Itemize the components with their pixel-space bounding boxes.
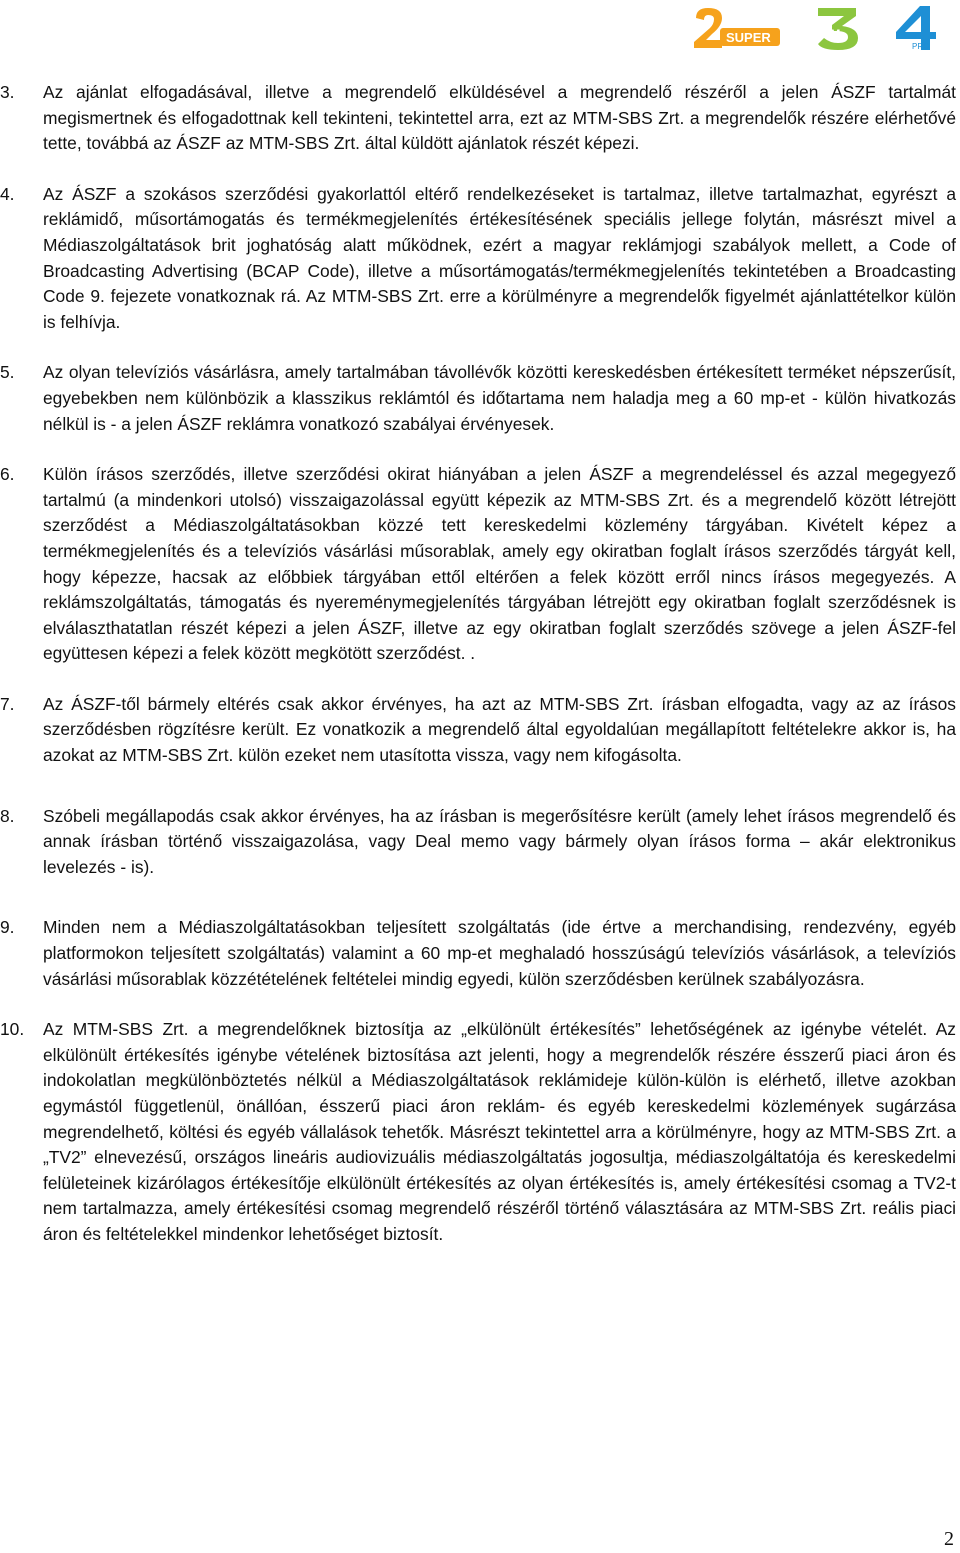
clause-text: Az ajánlat elfogadásával, illetve a megrendelő elküldésével a megrendelő részéről a jelen ÁSZF tartalmát megismertnek és elfogadottnak kell tekinteni, tekintettel arra, ezt az MTM-SBS Zrt. a megrendelők részére elérhetővé tette, továbbá az ÁSZF az MTM-SBS Zrt. által küldött ajánlatok részét képezi. bbox=[43, 82, 956, 154]
super2-logo bbox=[692, 4, 784, 52]
clause-3 bbox=[0, 80, 960, 157]
clause-number: 6. bbox=[0, 464, 15, 485]
clause-number: 9. bbox=[0, 917, 15, 938]
page-number: 2 bbox=[944, 1528, 954, 1550]
clause-text: Az MTM-SBS Zrt. a megrendelőknek biztosítja az „elkülönült értékesítés” lehetőségének az igénybe vételét. Az elkülönült értékesítés igénybe vételének biztosítása azt jelenti, hogy a megrendelők részére ésszerű piaci áron és indokolatlan megkülönböztetés nélkül a Médiaszolgáltatások reklámideje külön-külön is elérhető, illetve azokban egymástól függetlenül, önállóan, ésszerű piaci áron reklám- és egyéb kereskedelmi közlemények sugárzása megrendelhető, költési és egyéb vállalások tehetők. Másrészt tekintettel arra a körülményre, hogy az MTM-SBS Zrt. a „TV2” elnevezésű, országos lineáris audiovizuális médiaszolgáltatás jogosultja, médiaszolgáltatója és kereskedelmi felületeinek kizárólagos értékesítője elkülönült értékesítés az olyan értékesítés is, amely értékesítési csomag a TV2-t nem tartalmazza, amely értékesítési csomag megrendelő részéről történő választására az MTM-SBS Zrt. reális piaci áron és feltételekkel mindenkor lehetőséget biztosít. bbox=[43, 1019, 956, 1244]
clause-text: Szóbeli megállapodás csak akkor érvényes, ha az írásban is megerősítésre került (amely lehet írásos megrendelő és annak írásban történő visszaigazolása, vagy Deal memo vagy bármely olyan írásos forma – akár elektronikus levelezés - is). bbox=[43, 805, 956, 877]
channel-logos bbox=[692, 4, 952, 52]
clause-4 bbox=[0, 182, 960, 336]
document-body bbox=[0, 80, 960, 1273]
clause-6 bbox=[0, 462, 960, 667]
pro4-logo bbox=[890, 4, 942, 52]
clause-text: Minden nem a Médiaszolgáltatásokban teljesített szolgáltatás (ide értve a merchandising, rendezvény, egyéb platformokon teljesített szolgáltatás) valamint a 60 mp-et meghaladó hosszúságú televíziós vásárlások, a televíziós vásárlási műsorablak közzétételének feltételei mindig egyedi, külön szerződésben kerülnek szabályozásra. bbox=[43, 917, 956, 989]
clause-text: Az ÁSZF-től bármely eltérés csak akkor érvényes, ha azt az MTM-SBS Zrt. írásban elfogadta, vagy az az írásos szerződésben rögzítésre került. Ez vonatkozik a megrendelő által egyoldalúan megállapított feltételekre akkor is, ha azokat az MTM-SBS Zrt. külön ezeket nem utasította vissza, vagy nem kifogásolta. bbox=[43, 693, 956, 766]
clause-number: 7. bbox=[0, 693, 15, 714]
fem3-logo bbox=[812, 4, 864, 52]
clause-8 bbox=[0, 804, 960, 881]
clause-text: Külön írásos szerződés, illetve szerződési okirat hiányában a jelen ÁSZF a megrendeléssel és azzal megegyező tartalmú (a mindenkori utolsó) visszaigazolással együtt képezik az MTM-SBS Zrt. és a megrendelő között létrejött szerződést a Médiaszolgáltatásokban közzé tett kereskedelmi közlemény tárgyában. Kivételt képez a termékmegjelenítés és a televíziós vásárlási műsorablak, amely egy okiratban foglalt írásos szerződés tárgyát kell, hogy képezze, hacsak az előbbiek tárgyában ettől eltérően a felek között erről nincs írásos megegyezés. A reklámszolgáltatás, támogatás és nyereménymegjelenítés tárgyában létrejött egy okiratban foglalt szerződésnek is elválaszthatatlan részét képezi a jelen ÁSZF, illetve az egy okiratban foglalt szerződés szövege a jelen ÁSZF-fel együttesen képezi a felek között megkötött szerződést. . bbox=[43, 464, 956, 664]
clause-7 bbox=[0, 692, 960, 769]
clause-text: Az olyan televíziós vásárlásra, amely tartalmában távollévők közötti kereskedésben értékesített terméket népszerűsít, egyebekben nem különbözik a klasszikus reklámtól és időtartama nem haladja meg a 60 mp-et - külön hivatkozás nélkül is - a jelen ÁSZF reklámra vonatkozó szabályai érvényesek. bbox=[43, 362, 956, 434]
clause-number: 5. bbox=[0, 362, 15, 383]
clause-number: 10. bbox=[0, 1019, 25, 1040]
clause-5 bbox=[0, 360, 960, 437]
clause-number: 3. bbox=[0, 82, 15, 102]
svg-text:SUPER: SUPER bbox=[726, 30, 771, 45]
clause-text: Az ÁSZF a szokásos szerződési gyakorlattól eltérő rendelkezéseket is tartalmaz, illetve tartalmazhat, egyrészt a reklámidő, műsortámogatás és termékmegjelenítés értékesítésének speciális jellege folytán, másrészt mivel a Médiaszolgáltatások brit joghatóság alatt működnek, ezért a magyar reklámjogi szabályok mellett, a Code of Broadcasting Advertising (BCAP Code), illetve a műsortámogatás/termékmegjelenítés tekintetében a Broadcasting Code 9. fejezete vonatkoznak rá. Az MTM-SBS Zrt. erre a körülményre a megrendelők figyelmét ajánlattételkor külön is felhívja. bbox=[43, 183, 956, 332]
clause-number: 8. bbox=[0, 805, 15, 826]
clause-9 bbox=[0, 915, 960, 992]
clause-number: 4. bbox=[0, 183, 15, 204]
svg-text:PRO: PRO bbox=[912, 42, 930, 51]
svg-text:FEM: FEM bbox=[815, 27, 841, 41]
clause-10 bbox=[0, 1017, 960, 1247]
